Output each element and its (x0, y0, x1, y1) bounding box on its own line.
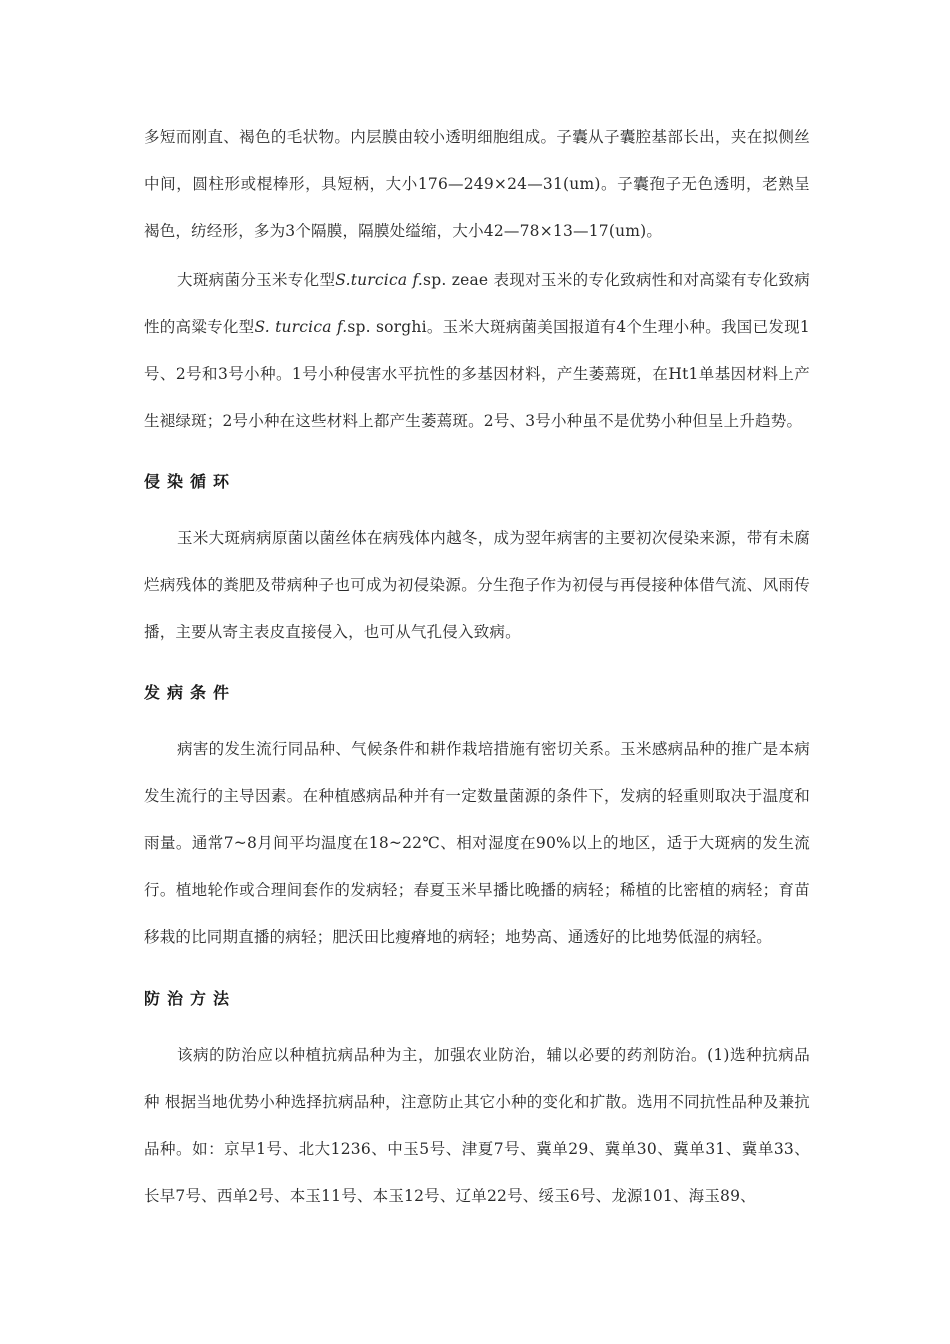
heading-control-methods: 防治方法 (144, 989, 237, 1008)
paragraph-infection-cycle: 玉米大斑病病原菌以菌丝体在病残体内越冬，成为翌年病害的主要初次侵染来源，带有未腐烂病残体的粪肥及带病种子也可成为初侵染源。分生孢子作为初侵与再侵接种体借气流、风雨传播，主要从寄主表皮直接侵入，也可从气孔侵入致病。 (144, 529, 810, 641)
document-page (144, 114, 810, 1220)
text-segment: sp. sorghi。玉米大斑病菌美国报道有4个生理小种。我国已发现1号、2号和3号小种。1号小种侵害水平抗性的多基因材料，产生萎蔫斑，在Ht1单基因材料上产生褪绿斑；2号小种在这些材料上都产生萎蔫斑。2号、3号小种虽不是优势小种但呈上升趋势。 (144, 318, 810, 430)
paragraph-specialized-forms (144, 257, 810, 445)
text-segment: sp. zeae 表现对玉米的专化致病性和对高粱有专化致病性的高粱专化型 (144, 271, 810, 336)
paragraph-disease-conditions: 病害的发生流行同品种、气候条件和耕作栽培措施有密切关系。玉米感病品种的推广是本病发生流行的主导因素。在种植感病品种并有一定数量菌源的条件下，发病的轻重则取决于温度和雨量。通常7~8月间平均温度在18~22℃、相对湿度在90%以上的地区，适于大斑病的发生流行。植地轮作或合理间套作的发病轻；春夏玉米早播比晚播的病轻；稀植的比密植的病轻；育苗移栽的比同期直播的病轻；肥沃田比瘦瘠地的病轻；地势高、通透好的比地势低湿的病轻。 (144, 740, 810, 946)
text-segment: 大斑病菌分玉米专化型 (177, 271, 336, 289)
paragraph-control-methods: 该病的防治应以种植抗病品种为主，加强农业防治，辅以必要的药剂防治。(1)选种抗病品种 根据当地优势小种选择抗病品种，注意防止其它小种的变化和扩散。选用不同抗性品种及兼抗品种。如：京早1号、北大1236、中玉5号、津夏7号、冀单29、冀单30、冀单31、冀单33、长早7号、西单2号、本玉11号、本玉12号、辽单22号、绥玉6号、龙源101、海玉89、 (144, 1046, 810, 1205)
species-name-italic: S. turcica f. (254, 318, 348, 336)
heading-disease-conditions: 发病条件 (144, 683, 237, 702)
paragraph-pathogen-morphology: 多短而刚直、褐色的毛状物。内层膜由较小透明细胞组成。子囊从子囊腔基部长出，夹在拟侧丝中间，圆柱形或棍棒形，具短柄，大小176—249×24—31(um)。子囊孢子无色透明，老熟呈褐色，纺经形，多为3个隔膜，隔膜处缢缩，大小42—78×13—17(um)。 (144, 128, 810, 240)
heading-infection-cycle: 侵染循环 (144, 472, 237, 491)
species-name-italic: S.turcica f. (335, 271, 424, 289)
